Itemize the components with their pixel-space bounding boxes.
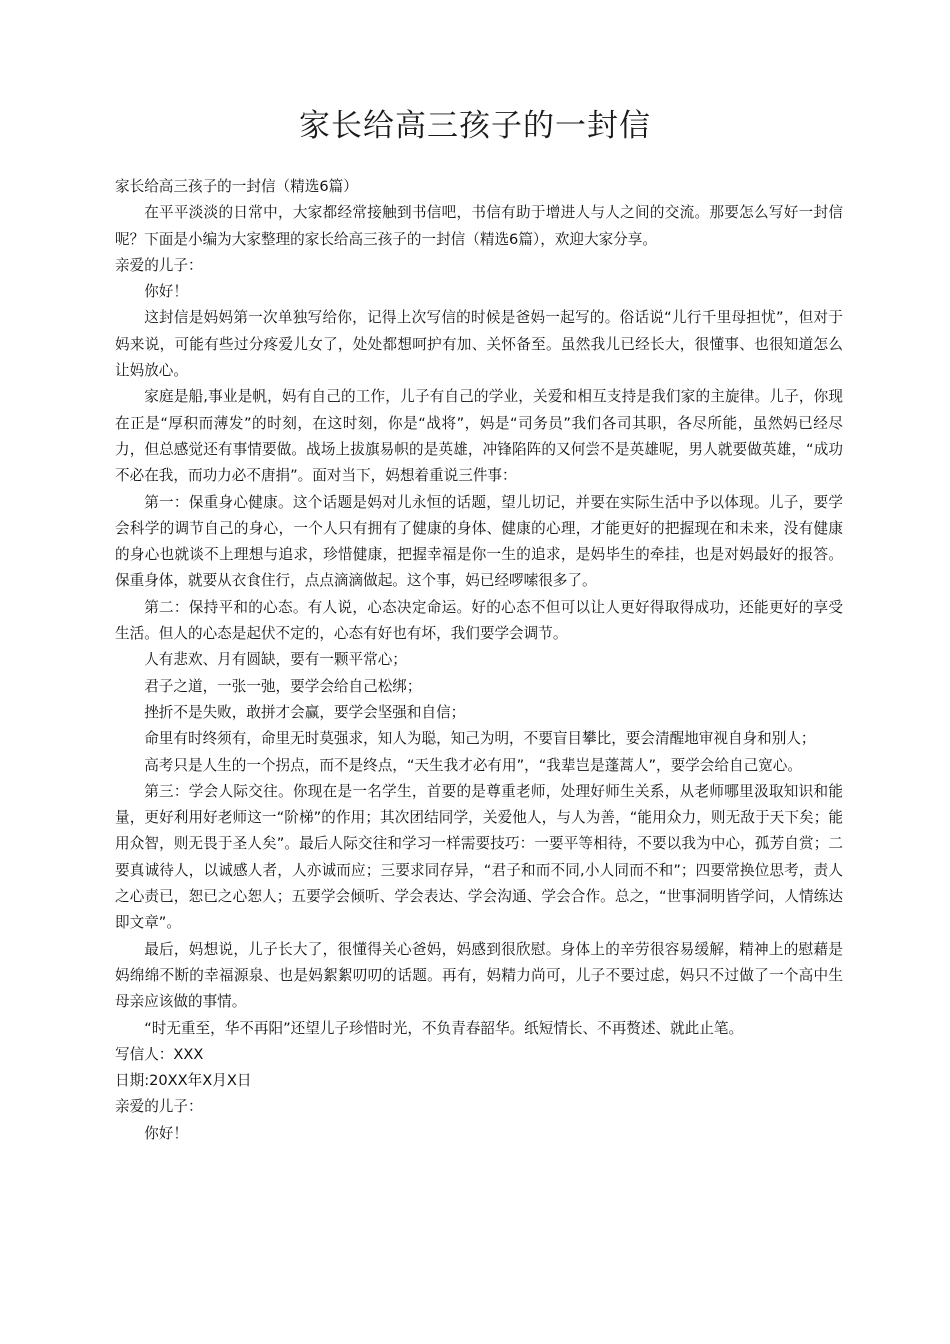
paragraph: “时无重至，华不再阳”还望儿子珍惜时光，不负青春韶华。纸短情长、不再赘述、就此止笔。 xyxy=(144,1019,744,1037)
paragraph: 亲爱的儿子： xyxy=(115,256,203,274)
paragraph: 家长给高三孩子的一封信（精选6篇） xyxy=(115,178,358,195)
paragraph: 高考只是人生的一个拐点，而不是终点，“天生我才必有用”，“我辈岂是蓬蒿人”，要学会给自己宽心。 xyxy=(144,756,802,774)
paragraph: 你好！ xyxy=(144,283,188,301)
document-title: 家长给高三孩子的一封信 xyxy=(299,108,651,144)
paragraph: 人有悲欢、月有圆缺，要有一颗平常心； xyxy=(144,651,407,669)
paragraph: 第一：保重身心健康。这个话题是妈对儿永恒的话题，望儿切记，并要在实际生活中予以体现。儿子，要学会科学的调节自己的身心，一个人只有拥有了健康的身体、健康的心理，才能更好的把握现在和未来，没有健康的身心也就谈不上理想与追求，珍惜健康，把握幸福是你一生的追求，是妈毕生的牵挂，也是对妈最好的报答。保重身体，就要从衣食住行，点点滴滴做起。这个事，妈已经啰嗦很多了。 xyxy=(115,493,843,590)
paragraph: 家庭是船,事业是帆，妈有自己的工作，儿子有自己的学业，关爱和相互支持是我们家的主旋律。儿子，你现在正是“厚积而薄发”的时刻，在这时刻，你是“战将”，妈是“司务员”我们各司其职，各尽所能，虽然妈已经尽力，但总感觉还有事情要做。战场上拔旗易帜的是英雄，冲锋陷阵的又何尝不是英雄呢，男人就要做英雄，“成功不必在我，而功力必不唐捐”。面对当下，妈想着重说三件事： xyxy=(115,388,843,485)
paragraph: 第三：学会人际交往。你现在是一名学生，首要的是尊重老师，处理好师生关系，从老师哪里汲取知识和能量，更好利用好老师这一“阶梯”的作用；其次团结同学，关爱他人，与人为善，“能用众力，则无敌于天下矣；能用众智，则无畏于圣人矣”。最后人际交往和学习一样需要技巧：一要平等相待，不要以我为中心，孤芳自赏；二要真诚待人，以诚感人者，人亦诚而应；三要求同存异，“君子和而不同,小人同而不和”；四要常换位思考，责人之心责已，恕已之心恕人；五要学会倾听、学会表达、学会沟通、学会合作。总之，“世事洞明皆学问，人情练达即文章”。 xyxy=(115,782,843,932)
paragraph: 挫折不是失败，敢拼才会赢，要学会坚强和自信； xyxy=(144,703,466,721)
paragraph: 你好！ xyxy=(144,1124,188,1142)
paragraph: 亲爱的儿子： xyxy=(115,1098,203,1116)
paragraph: 君子之道，一张一弛，要学会给自己松绑； xyxy=(144,677,422,695)
paragraph: 第二：保持平和的心态。有人说，心态决定命运。好的心态不但可以让人更好得取得成功，还能更好的享受生活。但人的心态是起伏不定的，心态有好也有坏，我们要学会调节。 xyxy=(115,598,843,643)
paragraph: 在平平淡淡的日常中，大家都经常接触到书信吧，书信有助于增进人与人之间的交流。那要怎么写好一封信呢？下面是小编为大家整理的家长给高三孩子的一封信（精选6篇），欢迎大家分享。 xyxy=(115,204,843,248)
paragraph: 这封信是妈妈第一次单独写给你，记得上次写信的时候是爸妈一起写的。俗话说“儿行千里母担忧”，但对于妈来说，可能有些过分疼爱儿女了，处处都想呵护有加、关怀备至。虽然我儿已经长大，很懂事、也很知道怎么让妈放心。 xyxy=(115,309,843,380)
document-body xyxy=(115,174,843,1147)
paragraph: 命里有时终须有，命里无时莫强求，知人为聪，知己为明，不要盲目攀比，要会清醒地审视自身和别人； xyxy=(144,730,816,748)
paragraph: 写信人：XXX xyxy=(115,1045,204,1063)
paragraph: 日期:20XX年X月X日 xyxy=(115,1072,252,1090)
paragraph: 最后，妈想说，儿子长大了，很懂得关心爸妈，妈感到很欣慰。身体上的辛劳很容易缓解，精神上的慰藉是妈绵绵不断的幸福源泉、也是妈絮絮叨叨的话题。再有，妈精力尚可，儿子不要过虑，妈只不过做了一个高中生母亲应该做的事情。 xyxy=(115,940,843,1011)
